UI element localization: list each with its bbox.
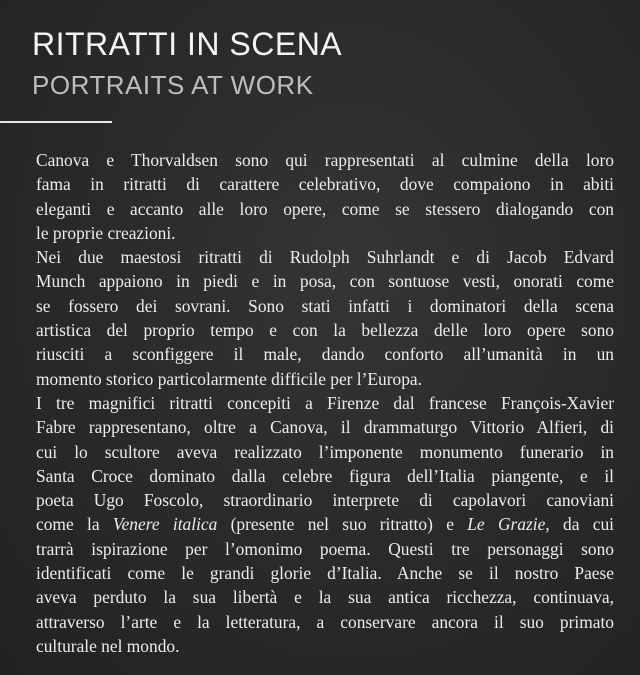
text-line-with-italics: [36, 512, 614, 536]
text-line: fama in ritratti di carattere celebrativo, dove compaiono in abiti: [36, 174, 614, 195]
panel-body-text: [36, 148, 614, 658]
text-line: attraverso l’arte e la letteratura, a conservare ancora il suo primato: [36, 611, 614, 632]
text-line: riusciti a sconfiggere il male, dando conforto all’umanità in un: [36, 344, 614, 365]
text-line: identificati come le grandi glorie d’Italia. Anche se il nostro Paese: [36, 563, 614, 584]
text-line: se fossero dei sovrani. Sono stati infatti i dominatori della scena: [36, 295, 614, 316]
text-fragment: (presente nel suo ritratto) e: [217, 514, 468, 535]
text-line: cui lo scultore aveva realizzato l’imponente monumento funerario in: [36, 441, 614, 462]
text-line: trarrà ispirazione per l’omonimo poema. Questi tre personaggi sono: [36, 538, 614, 559]
text-line: Nei due maestosi ritratti di Rudolph Suhrlandt e di Jacob Edvard: [36, 247, 614, 268]
text-line: poeta Ugo Foscolo, straordinario interprete di capolavori canoviani: [36, 490, 614, 511]
text-line: artistica del proprio tempo e con la bellezza delle loro opere sono: [36, 320, 614, 341]
text-line: culturale nel mondo.: [36, 635, 180, 656]
artwork-title-le-grazie: Le Grazie: [467, 514, 546, 535]
panel-subtitle: PORTRAITS AT WORK: [32, 70, 314, 100]
text-line: momento storico particolarmente difficile per l’Europa.: [36, 368, 422, 389]
panel-title: RITRATTI IN SCENA: [32, 26, 343, 62]
artwork-title-venere-italica: Venere italica: [112, 514, 218, 535]
text-line: Canova e Thorvaldsen sono qui rappresentati al culmine della loro: [36, 150, 614, 170]
text-line: le proprie creazioni.: [36, 222, 176, 243]
text-line: eleganti e accanto alle loro opere, come se stessero dialogando con: [36, 198, 614, 219]
text-line: I tre magnifici ritratti concepiti a Firenze dal francese François-Xavier: [36, 392, 614, 413]
text-line: Fabre rappresentano, oltre a Canova, il drammaturgo Vittorio Alfieri, di: [36, 417, 614, 438]
title-divider: [0, 121, 112, 123]
text-line: Munch appaiono in piedi e in posa, con sontuose vesti, onorati come: [36, 271, 614, 292]
text-fragment: , da cui: [545, 514, 614, 535]
text-line: aveva perduto la sua libertà e la sua antica ricchezza, continuava,: [36, 587, 614, 608]
text-line: Santa Croce dominato dalla celebre figura dell’Italia piangente, e il: [36, 465, 614, 486]
text-fragment: come la: [36, 514, 113, 535]
